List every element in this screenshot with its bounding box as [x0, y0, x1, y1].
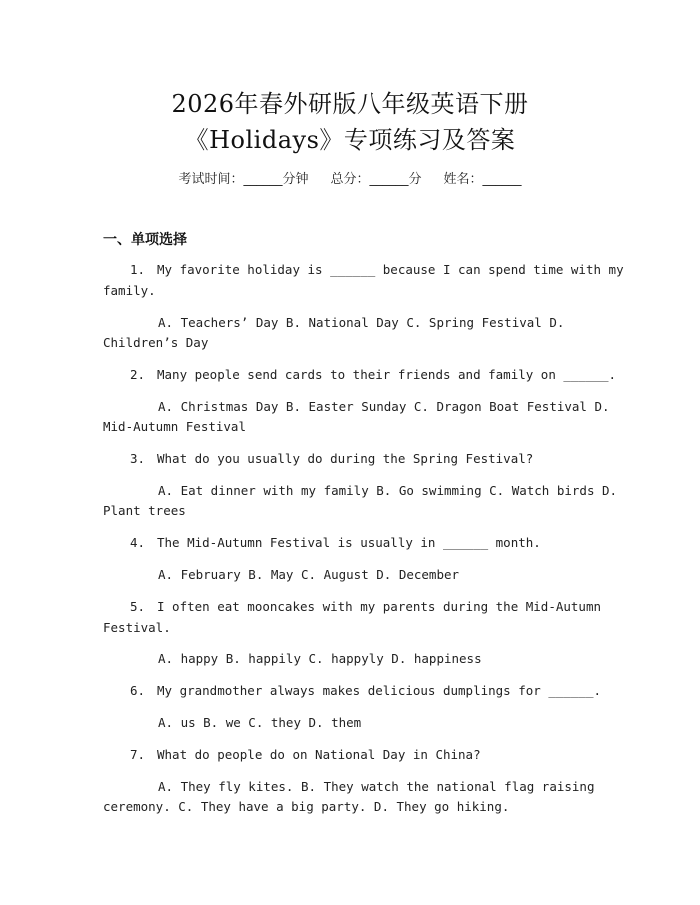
- total-score-field: 总分：______分: [330, 172, 422, 187]
- question-3: [130, 451, 533, 466]
- question-7-options: A. They fly kites. B. They watch the national flag raising: [158, 779, 595, 794]
- question-5-options: A. happy B. happily C. happyly D. happiness: [158, 651, 482, 666]
- document-title-line1: 2026年春外研版八年级英语下册: [171, 90, 529, 118]
- question-7: [130, 747, 481, 762]
- question-1-options-continued: Children’s Day: [103, 335, 209, 350]
- question-number: 3.: [130, 451, 146, 466]
- question-3-options: A. Eat dinner with my family B. Go swimming C. Watch birds D.: [158, 483, 618, 498]
- question-number: 5.: [130, 599, 146, 614]
- question-2-options: A. Christmas Day B. Easter Sunday C. Dragon Boat Festival D.: [158, 399, 610, 414]
- question-2-options-continued: Mid-Autumn Festival: [103, 419, 246, 434]
- question-text: What do people do on National Day in China?: [157, 747, 481, 762]
- question-number: 2.: [130, 367, 146, 382]
- section-title: 一、单项选择: [103, 232, 187, 248]
- question-4-options: A. February B. May C. August D. December: [158, 567, 460, 582]
- question-text: My grandmother always makes delicious dumplings for ______.: [157, 683, 602, 698]
- question-number: 7.: [130, 747, 146, 762]
- question-2: [130, 367, 616, 382]
- exam-info-line: [0, 168, 700, 187]
- question-5: [130, 599, 601, 614]
- question-5-continued: Festival.: [103, 620, 171, 635]
- question-3-options-continued: Plant trees: [103, 503, 186, 518]
- name-field: 姓名：______: [443, 172, 522, 187]
- question-6-options: A. us B. we C. they D. them: [158, 715, 362, 730]
- question-text: I often eat mooncakes with my parents during the Mid-Autumn: [157, 599, 602, 614]
- question-7-options-continued: ceremony. C. They have a big party. D. They go hiking.: [103, 799, 510, 814]
- question-number: 1.: [130, 262, 146, 277]
- question-text: What do you usually do during the Spring Festival?: [157, 451, 534, 466]
- question-text: The Mid-Autumn Festival is usually in ______ month.: [157, 535, 541, 550]
- question-4: [130, 535, 541, 550]
- question-number: 6.: [130, 683, 146, 698]
- exam-time-field: 考试时间：______分钟: [178, 172, 309, 187]
- question-1-options: A. Teachers’ Day B. National Day C. Spring Festival D.: [158, 315, 565, 330]
- question-6: [130, 683, 601, 698]
- document-title-line2: 《Holidays》专项练习及答案: [184, 126, 516, 154]
- question-text: Many people send cards to their friends and family on ______.: [157, 367, 617, 382]
- question-1: [130, 262, 624, 277]
- question-1-continued: family.: [103, 283, 156, 298]
- question-number: 4.: [130, 535, 146, 550]
- question-text: My favorite holiday is ______ because I can spend time with my: [157, 262, 624, 277]
